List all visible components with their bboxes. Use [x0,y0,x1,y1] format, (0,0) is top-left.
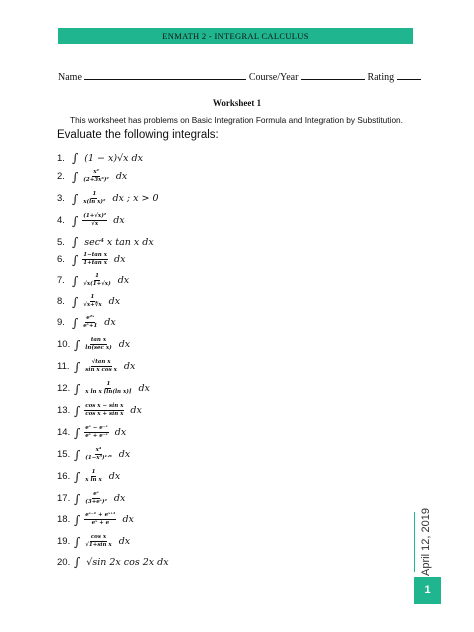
course-banner: ENMATH 2 - INTEGRAL CALCULUS [58,28,413,44]
numerator: 1 [90,294,95,300]
fraction [82,191,106,206]
problem-item [57,403,142,418]
date-label: April 12, 2019 [420,508,432,576]
integral-sign: ∫ [74,337,81,352]
expression-tail: dx [118,339,131,350]
problem-expression [74,403,142,418]
integral-sign: ∫ [74,534,81,549]
expression-tail: dx [113,493,126,504]
fraction [82,273,111,288]
integral-sign: ∫ [72,273,79,288]
denominator: (2+3x³)² [83,177,109,183]
fraction [82,213,107,228]
problem-expression [72,252,125,267]
problem-item [57,447,130,462]
denominator: (1−x⁵)¹ᐟ³ [85,455,112,461]
problem-expression [74,337,130,352]
problem-number: 6. [57,254,65,265]
numerator: √tan x [91,359,111,365]
expression-tail: sec⁴ x tan x dx [84,236,154,248]
integral-sign: ∫ [74,469,81,484]
fraction [84,381,132,396]
problem-expression [72,151,143,165]
problem-number: 14. [57,427,71,438]
expression-tail: dx [130,405,142,416]
problem-item [57,381,150,396]
denominator: ln(sec x) [85,345,112,351]
fraction [84,425,108,440]
integral-sign: ∫ [74,381,81,396]
integral-sign: ∫ [74,425,81,440]
fraction [84,512,116,527]
fraction [84,491,108,506]
fraction [82,252,108,267]
problem-expression [74,381,150,396]
expression-tail: dx ; x > 0 [112,193,159,204]
denominator: x ln x [ln(ln x)] [85,389,132,395]
problem-expression [72,235,154,249]
integral-sign: ∫ [72,315,79,330]
expression-tail: dx [104,317,116,328]
problem-number: 2. [57,171,65,182]
problem-item [57,315,116,330]
problem-item [57,213,125,228]
integral-sign: ∫ [74,512,81,527]
fraction [84,359,118,374]
problem-expression [72,273,129,288]
problem-expression [74,555,169,569]
denominator: cos x + sin x [85,411,124,417]
problem-number: 10. [57,339,71,350]
integral-sign: ∫ [72,169,79,184]
numerator: eˣ [93,491,99,497]
integral-sign: ∫ [74,447,81,462]
problem-item [57,534,130,549]
denominator: √1+sin x [85,542,112,548]
fraction [82,169,110,184]
integral-sign: ∫ [72,151,79,165]
problem-item [57,191,159,206]
course-blank[interactable] [301,70,365,80]
integral-sign: ∫ [74,359,81,374]
problem-item [57,359,135,374]
problem-number: 12. [57,383,71,394]
problem-number: 7. [57,275,65,286]
problem-expression [74,469,120,484]
fraction [84,337,112,352]
problem-number: 3. [57,193,65,204]
page-number: 1 [414,577,441,604]
denominator: eˣ+1 [83,323,98,329]
problem-item [57,555,169,569]
problem-expression [72,169,127,184]
numerator: (1+√x)² [83,213,107,219]
numerator: 1 [95,273,99,279]
expression-tail: dx [118,536,131,547]
problem-number: 11. [57,361,70,372]
problem-number: 5. [57,236,65,248]
expression-tail: dx [118,449,131,460]
fraction [84,403,124,418]
problem-item [57,235,154,249]
numerator: x⁴ [95,447,102,453]
name-blank[interactable] [84,70,246,80]
integral-sign: ∫ [72,252,79,267]
problem-number: 16. [57,471,71,482]
denominator: √x [91,221,99,227]
problem-expression [72,213,125,228]
problem-expression [74,359,135,374]
worksheet-title: Worksheet 1 [212,98,262,108]
side-rule [414,512,415,572]
integral-sign: ∫ [72,235,79,249]
problem-expression [74,425,126,440]
denominator: √x+∜x [83,302,102,308]
name-label: Name [58,72,82,83]
denominator: eˣ + e [91,520,110,526]
denominator: 1+tan x [83,260,107,266]
fraction [82,315,98,330]
numerator: tan x [90,337,107,343]
numerator: e²ˣ [86,315,95,321]
numerator: 1 [106,381,111,387]
fraction [84,534,112,549]
rating-blank[interactable] [397,70,421,80]
integral-sign: ∫ [74,403,81,418]
problem-item [57,337,130,352]
problem-expression [72,191,159,206]
student-info-line [58,70,418,83]
expression-tail: dx [113,215,125,226]
problem-number: 13. [57,405,71,416]
problem-number: 15. [57,449,71,460]
integral-sign: ∫ [72,213,79,228]
denominator: x(ln x)² [83,199,106,205]
problem-number: 4. [57,215,65,226]
problem-number: 8. [57,296,65,307]
fraction [82,294,102,309]
problem-number: 1. [57,152,65,164]
expression-tail: dx [108,296,121,307]
problem-item [57,469,120,484]
numerator: cos x [90,534,107,540]
denominator: x ln x [85,477,102,483]
problem-expression [74,534,130,549]
numerator: 1−tan x [83,252,107,258]
numerator: eˣ − e⁻ˣ [85,425,108,431]
denominator: √x(1+√x) [83,281,111,287]
problem-expression [74,491,125,506]
problem-item [57,294,120,309]
rating-label: Rating [367,72,395,83]
problem-number: 19. [57,536,71,547]
expression-tail: dx [108,471,121,482]
problem-item [57,169,127,184]
expression-tail: dx [138,383,150,394]
problem-item [57,512,134,527]
integral-sign: ∫ [72,294,79,309]
problem-item [57,151,143,165]
denominator: sin x cos x [85,367,117,373]
problem-number: 20. [57,556,71,568]
fraction [84,447,112,462]
course-label: Course/Year [248,72,299,83]
expression-tail: dx [114,427,127,438]
expression-tail: dx [114,254,126,265]
problem-item [57,252,125,267]
numerator: 1 [92,191,97,197]
integral-sign: ∫ [74,491,81,506]
problem-number: 18. [57,514,71,525]
problem-expression [72,315,116,330]
numerator: 1 [91,469,96,475]
instruction-heading: Evaluate the following integrals: [57,129,219,141]
numerator: cos x − sin x [85,403,124,409]
worksheet-intro: This worksheet has problems on Basic Integration Formula and Integration by Substitution. [70,115,403,125]
problem-number: 17. [57,493,71,504]
expression-tail: dx [115,171,128,182]
integral-sign: ∫ [72,191,79,206]
problem-number: 9. [57,317,65,328]
problem-expression [72,294,120,309]
denominator: (3+eˣ)² [85,499,107,505]
numerator: x² [93,169,99,175]
expression-tail: √sin 2x cos 2x dx [86,556,169,568]
numerator: eˣ⁻¹ + eˣ⁺¹ [85,512,116,518]
problem-expression [74,512,134,527]
expression-tail: dx [117,275,130,286]
problem-item [57,273,129,288]
expression-tail: dx [123,361,136,372]
problem-expression [74,447,130,462]
fraction [84,469,102,484]
denominator: eˣ + e⁻ˣ [85,433,108,439]
problem-item [57,491,125,506]
expression-tail: dx [122,514,134,525]
problem-item [57,425,126,440]
integral-sign: ∫ [74,555,81,569]
expression-tail: (1 − x)√x dx [84,152,143,164]
